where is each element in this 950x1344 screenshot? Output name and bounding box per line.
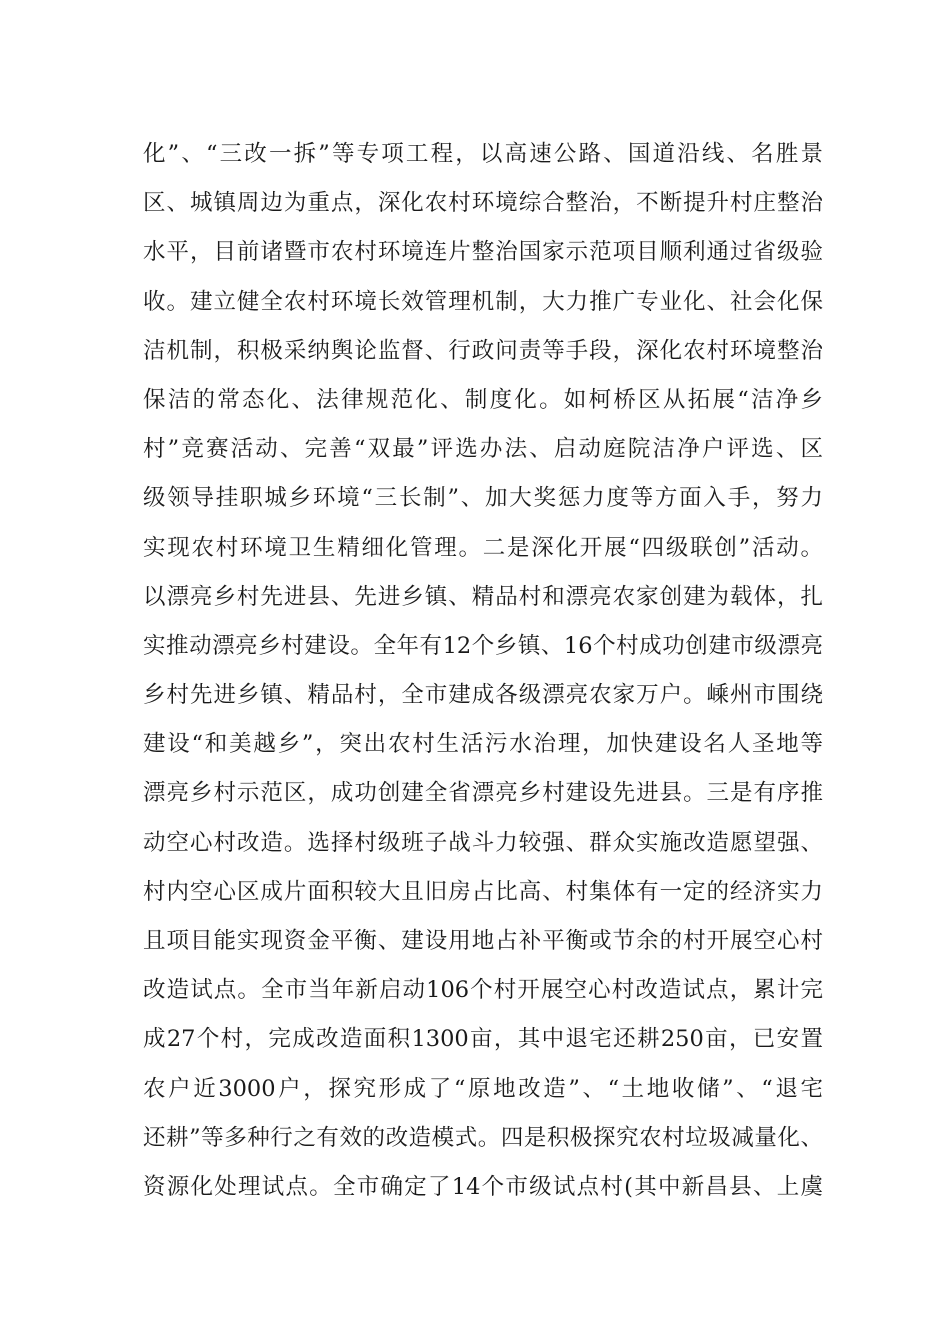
text-line: 村”竞赛活动、完善“双最”评选办法、启动庭院洁净户评选、区 xyxy=(143,436,823,463)
text-line: 区、城镇周边为重点，深化农村环境综合整治，不断提升村庄整治 xyxy=(143,190,823,217)
text-line: 实现农村环境卫生精细化管理。二是深化开展“四级联创”活动。 xyxy=(143,534,823,561)
text-line: 且项目能实现资金平衡、建设用地占补平衡或节余的村开展空心村 xyxy=(143,928,823,954)
text-line: 成27个村，完成改造面积1300亩，其中退宅还耕250亩，已安置 xyxy=(143,1026,823,1053)
text-line: 还耕”等多种行之有效的改造模式。四是积极探究农村垃圾减量化、 xyxy=(143,1124,823,1151)
text-line: 乡村先进乡镇、精品村，全市建成各级漂亮农家万户。嵊州市围绕 xyxy=(143,682,823,709)
text-line: 建设“和美越乡”，突出农村生活污水治理，加快建设名人圣地等 xyxy=(143,731,823,758)
text-line: 动空心村改造。选择村级班子战斗力较强、群众实施改造愿望强、 xyxy=(143,829,823,856)
text-line: 化”、“三改一拆”等专项工程，以高速公路、国道沿线、名胜景 xyxy=(143,141,823,167)
body-text xyxy=(143,130,823,1212)
text-line: 资源化处理试点。全市确定了14个市级试点村(其中新昌县、上虞 xyxy=(143,1173,823,1200)
text-line: 水平，目前诸暨市农村环境连片整治国家示范项目顺利通过省级验 xyxy=(143,239,823,266)
text-line: 漂亮乡村示范区，成功创建全省漂亮乡村建设先进县。三是有序推 xyxy=(143,780,823,807)
text-line: 村内空心区成片面积较大且旧房占比高、村集体有一定的经济实力 xyxy=(143,878,823,905)
text-line: 改造试点。全市当年新启动106个村开展空心村改造试点，累计完 xyxy=(143,977,823,1004)
text-line: 级领导挂职城乡环境“三长制”、加大奖惩力度等方面入手，努力 xyxy=(143,485,823,512)
text-line: 保洁的常态化、法律规范化、制度化。如柯桥区从拓展“洁净乡 xyxy=(143,386,823,413)
text-line: 农户近3000户，探究形成了“原地改造”、“土地收储”、“退宅 xyxy=(143,1075,823,1102)
text-line: 收。建立健全农村环境长效管理机制，大力推广专业化、社会化保 xyxy=(143,288,823,315)
text-line: 洁机制，积极采纳舆论监督、行政问责等手段，深化农村环境整治 xyxy=(143,337,823,364)
text-line: 以漂亮乡村先进县、先进乡镇、精品村和漂亮农家创建为载体，扎 xyxy=(143,583,823,610)
text-line: 实推动漂亮乡村建设。全年有12个乡镇、16个村成功创建市级漂亮 xyxy=(143,632,823,659)
